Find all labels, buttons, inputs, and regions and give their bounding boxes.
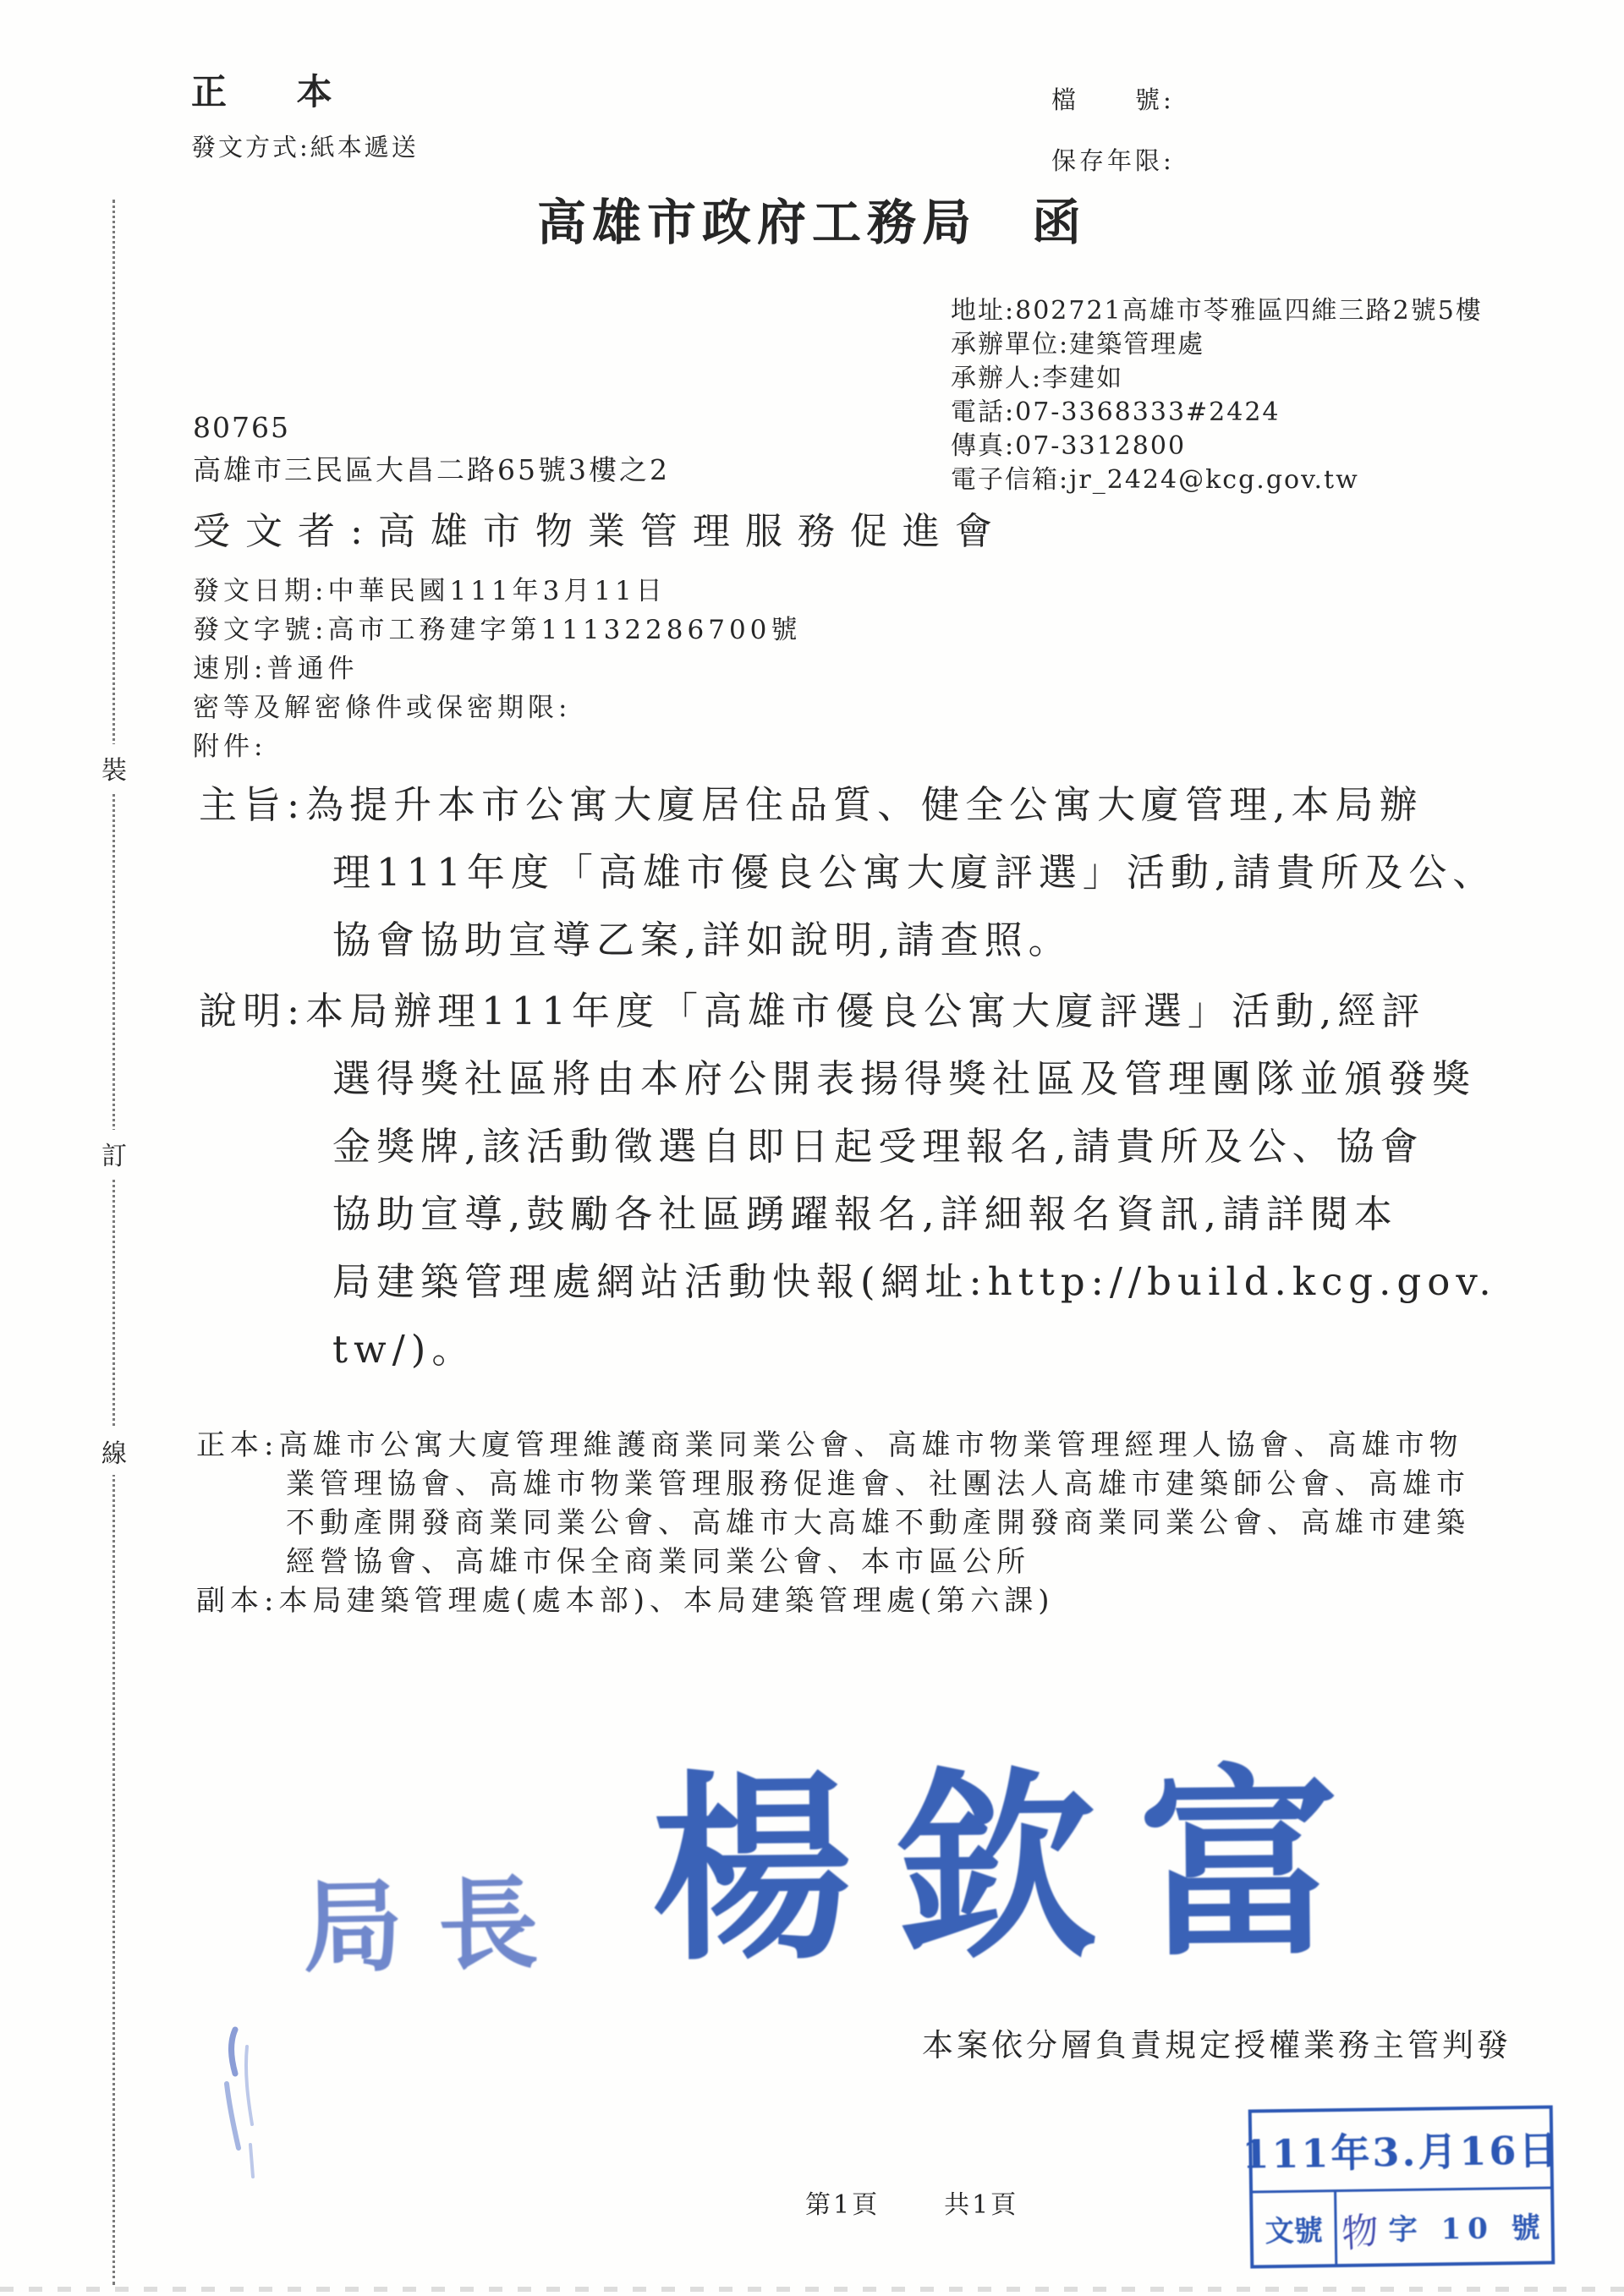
description-block: [199, 978, 1497, 1384]
sender-fax: 傳真:07-3312800: [951, 431, 1187, 461]
description-line: 選得獎社區將由本府公開表揚得獎社區及管理團隊並頒發獎: [332, 1056, 1477, 1101]
binding-dotted-line: [112, 200, 115, 2285]
subject-line: 理111年度「高雄市優良公寓大廈評選」活動,請貴所及公、: [332, 850, 1497, 895]
distribution-block: [196, 1426, 1470, 1620]
scan-edge-noise: [0, 2287, 1624, 2292]
recipient-address: 高雄市三民區大昌二路65號3樓之2: [193, 453, 670, 486]
description-line: 金獎牌,該活動徵選自即日起受理報名,請貴所及公、協會: [332, 1124, 1424, 1169]
original-copy-recipients: 不動產開發商業同業公會、高雄市大高雄不動產開發商業同業公會、高雄市建築: [286, 1506, 1470, 1540]
description-line: 局建築管理處網站活動快報(網址:http://build.kcg.gov.: [332, 1259, 1497, 1304]
page-total: 共1頁: [944, 2190, 1019, 2220]
description-line: 說明:本局辦理111年度「高雄市優良公寓大廈評選」活動,經評: [199, 989, 1426, 1033]
subject-line: 主旨:為提升本市公寓大廈居住品質、健全公寓大廈管理,本局辦: [199, 782, 1424, 827]
sender-address: 地址:802721高雄市苓雅區四維三路2號5樓: [951, 296, 1483, 326]
sender-phone: 電話:07-3368333#2424: [951, 397, 1281, 427]
issue-number: 發文字號:高市工務建字第11132286700號: [193, 615, 802, 645]
received-date-stamp: [1242, 2105, 1561, 2268]
original-copy-recipients: 業管理協會、高雄市物業管理服務促進會、社團法人高雄市建築師公會、高雄市: [286, 1467, 1470, 1501]
page-number: 第1頁: [805, 2190, 881, 2220]
stamp-doc-number-value: [1336, 2189, 1551, 2265]
pen-scribble-mark: [201, 2018, 277, 2187]
recipient-zip: 80765: [193, 411, 290, 444]
carbon-copy-recipients: 副本:本局建築管理處(處本部)、本局建築管理處(第六課): [196, 1584, 1055, 1618]
file-number-label: 檔 號:: [1051, 85, 1175, 114]
speed-class: 速別:普通件: [193, 654, 359, 684]
director-name-seal: 楊欽富: [650, 1746, 1384, 1989]
subject-line: 協會協助宣導乙案,詳如說明,請查照。: [332, 918, 1073, 962]
original-copy-recipients: 經營協會、高雄市保全商業同業公會、本市區公所: [286, 1545, 1030, 1579]
security-class: 密等及解密條件或保密期限:: [193, 693, 572, 723]
description-line: tw/)。: [332, 1327, 476, 1372]
recipient-line: 受文者:高雄市物業管理服務促進會: [193, 510, 1007, 553]
issue-date: 發文日期:中華民國111年3月11日: [193, 576, 667, 606]
document-meta-block: [193, 572, 801, 766]
sender-contact-person: 承辦人:李建如: [951, 364, 1124, 393]
original-copy-recipients: 正本:高雄市公寓大廈管理維護商業同業公會、高雄市物業管理經理人協會、高雄市物: [196, 1428, 1463, 1462]
sender-unit: 承辦單位:建築管理處: [951, 330, 1205, 359]
subject-block: [199, 771, 1496, 974]
stamp-doc-number-label: 文號: [1253, 2192, 1337, 2265]
page-footer: [805, 2184, 1018, 2221]
description-line: 協助宣導,鼓勵各社區踴躍報名,詳細報名資訊,請詳閱本: [332, 1192, 1398, 1236]
attachment: 附件:: [193, 732, 267, 762]
approval-authorization-note: 本案依分層負責規定授權業務主管判發: [922, 2027, 1512, 2063]
delivery-method: 發文方式:紙本遞送: [191, 133, 419, 162]
document-title: 高雄市政府工務局 函: [536, 194, 1087, 251]
binding-mark-zhuang: 裝: [95, 744, 134, 792]
copy-type-label: 正 本: [191, 71, 361, 112]
stamp-handwritten-char: 物: [1341, 2206, 1386, 2258]
director-title-seal: 局長: [301, 1864, 575, 1986]
sender-contact-block: [951, 294, 1483, 497]
binding-mark-xian: 線: [95, 1427, 134, 1475]
stamp-doc-number-suffix: 字 10 號: [1388, 2211, 1547, 2248]
binding-mark-ding: 訂: [95, 1130, 134, 1177]
sender-email: 電子信箱:jr_2424@kcg.gov.tw: [951, 465, 1359, 495]
stamp-date: 111年3.月16日: [1252, 2109, 1550, 2194]
retention-period-label: 保存年限:: [1051, 146, 1175, 175]
